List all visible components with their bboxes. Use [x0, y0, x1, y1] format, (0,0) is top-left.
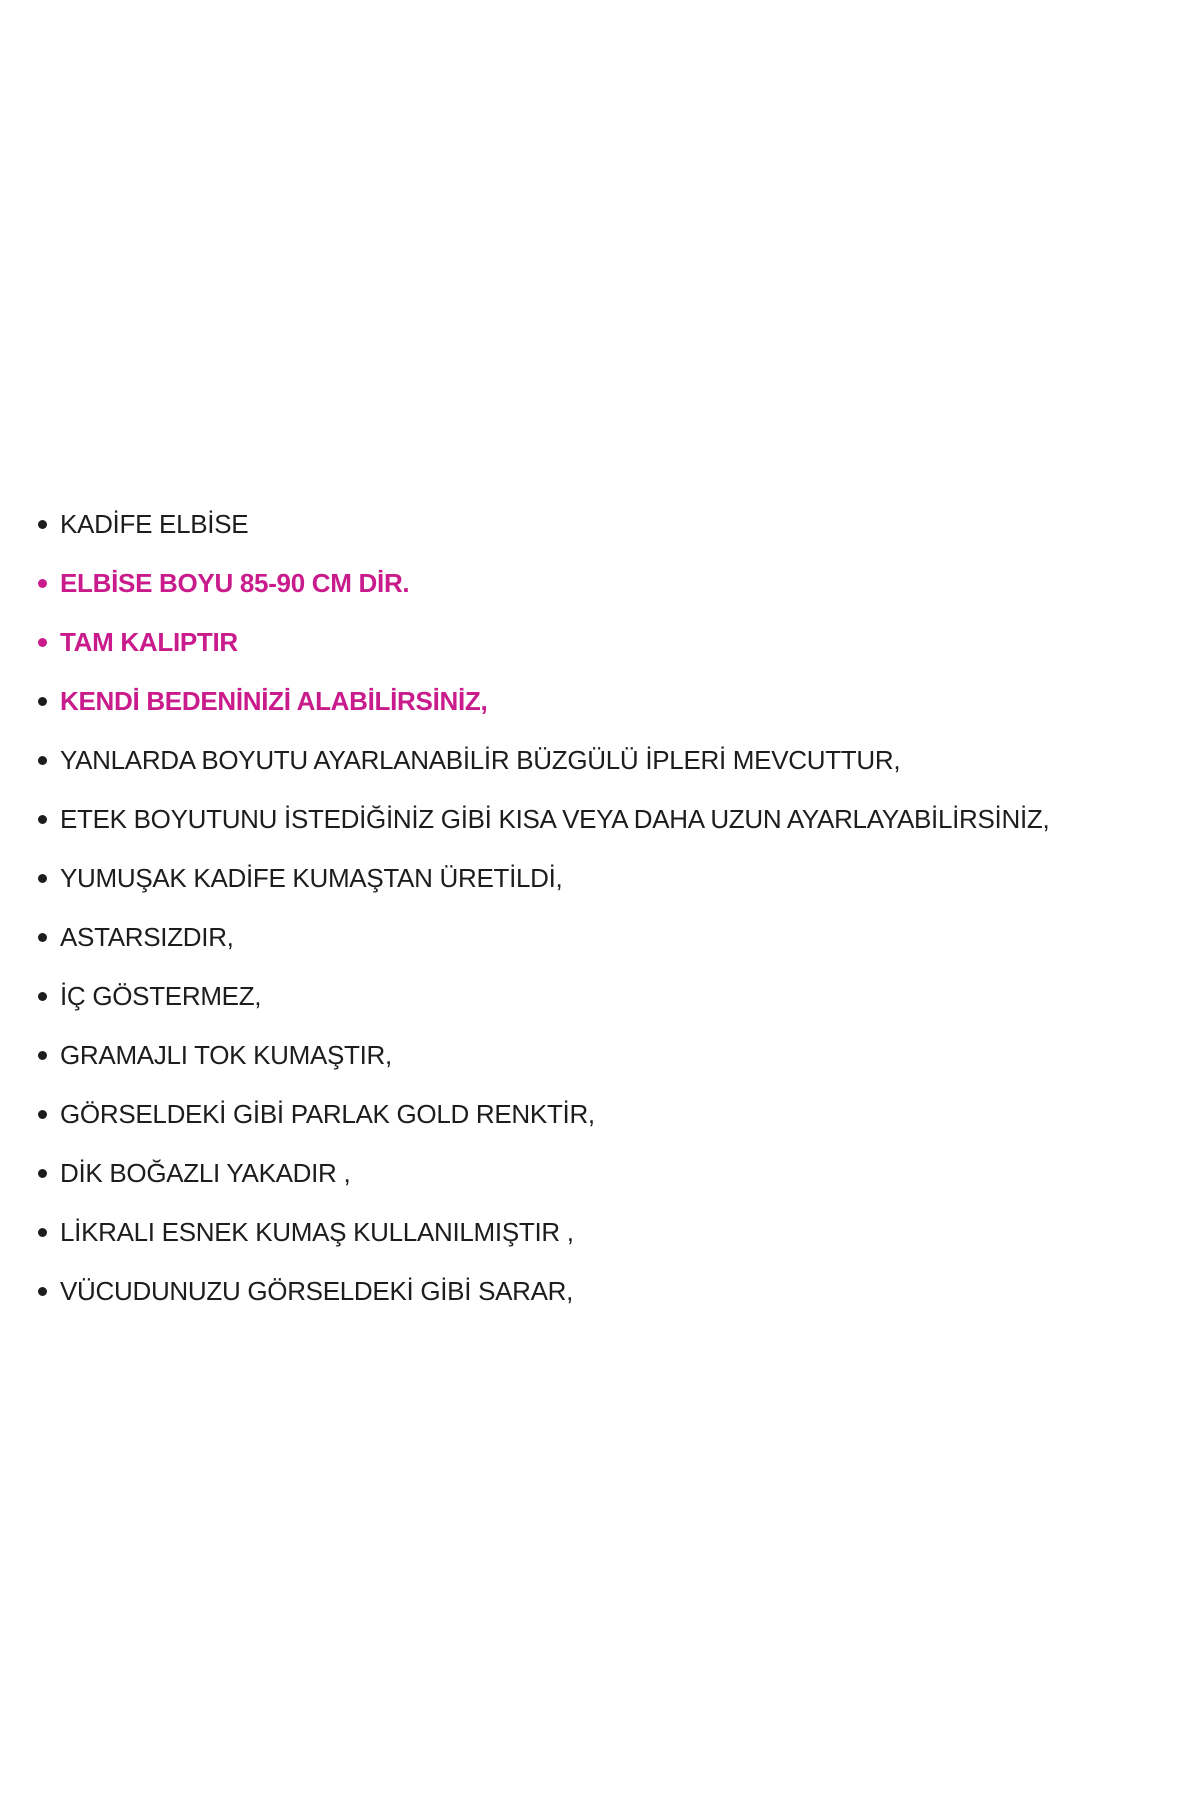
bullet-icon [38, 520, 47, 529]
list-item-text: KENDİ BEDENİNİZİ ALABİLİRSİNİZ, [60, 686, 488, 716]
bullet-icon [38, 1169, 47, 1178]
bullet-icon [38, 697, 47, 706]
list-item-text: YANLARDA BOYUTU AYARLANABİLİR BÜZGÜLÜ İPLERİ MEVCUTTUR, [60, 745, 901, 775]
list-item [38, 1025, 1049, 1084]
list-item [38, 494, 1049, 553]
list-item-text: LİKRALI ESNEK KUMAŞ KULLANILMIŞTIR , [60, 1217, 574, 1247]
list-item-text: YUMUŞAK KADİFE KUMAŞTAN ÜRETİLDİ, [60, 863, 563, 893]
list-item-text: VÜCUDUNUZU GÖRSELDEKİ GİBİ SARAR, [60, 1276, 574, 1306]
list-item [38, 1261, 1049, 1320]
list-item [38, 907, 1049, 966]
bullet-icon [38, 579, 47, 588]
list-item-text: KADİFE ELBİSE [60, 509, 249, 539]
bullet-icon [38, 1051, 47, 1060]
bullet-icon [38, 638, 47, 647]
bullet-icon [38, 815, 47, 824]
list-item-text: GÖRSELDEKİ GİBİ PARLAK GOLD RENKTİR, [60, 1099, 595, 1129]
list-item [38, 1202, 1049, 1261]
list-item [38, 1143, 1049, 1202]
list-item [38, 730, 1049, 789]
list-item [38, 1084, 1049, 1143]
list-item-text: İÇ GÖSTERMEZ, [60, 981, 262, 1011]
list-item [38, 966, 1049, 1025]
bullet-icon [38, 756, 47, 765]
list-item [38, 612, 1049, 671]
list-item-text: ASTARSIZDIR, [60, 922, 234, 952]
bullet-icon [38, 1228, 47, 1237]
list-item [38, 848, 1049, 907]
list-item [38, 671, 1049, 730]
list-item [38, 789, 1049, 848]
list-item-text: ELBİSE BOYU 85-90 CM DİR. [60, 568, 410, 598]
list-item [38, 553, 1049, 612]
bullet-icon [38, 1287, 47, 1296]
list-item-text: TAM KALIPTIR [60, 627, 238, 657]
list-item-text: DİK BOĞAZLI YAKADIR , [60, 1158, 351, 1188]
product-description-list [38, 494, 1049, 1320]
list-item-text: ETEK BOYUTUNU İSTEDİĞİNİZ GİBİ KISA VEYA DAHA UZUN AYARLAYABİLİRSİNİZ, [60, 804, 1050, 834]
bullet-icon [38, 992, 47, 1001]
bullet-icon [38, 933, 47, 942]
bullet-icon [38, 874, 47, 883]
bullet-icon [38, 1110, 47, 1119]
list-item-text: GRAMAJLI TOK KUMAŞTIR, [60, 1040, 392, 1070]
